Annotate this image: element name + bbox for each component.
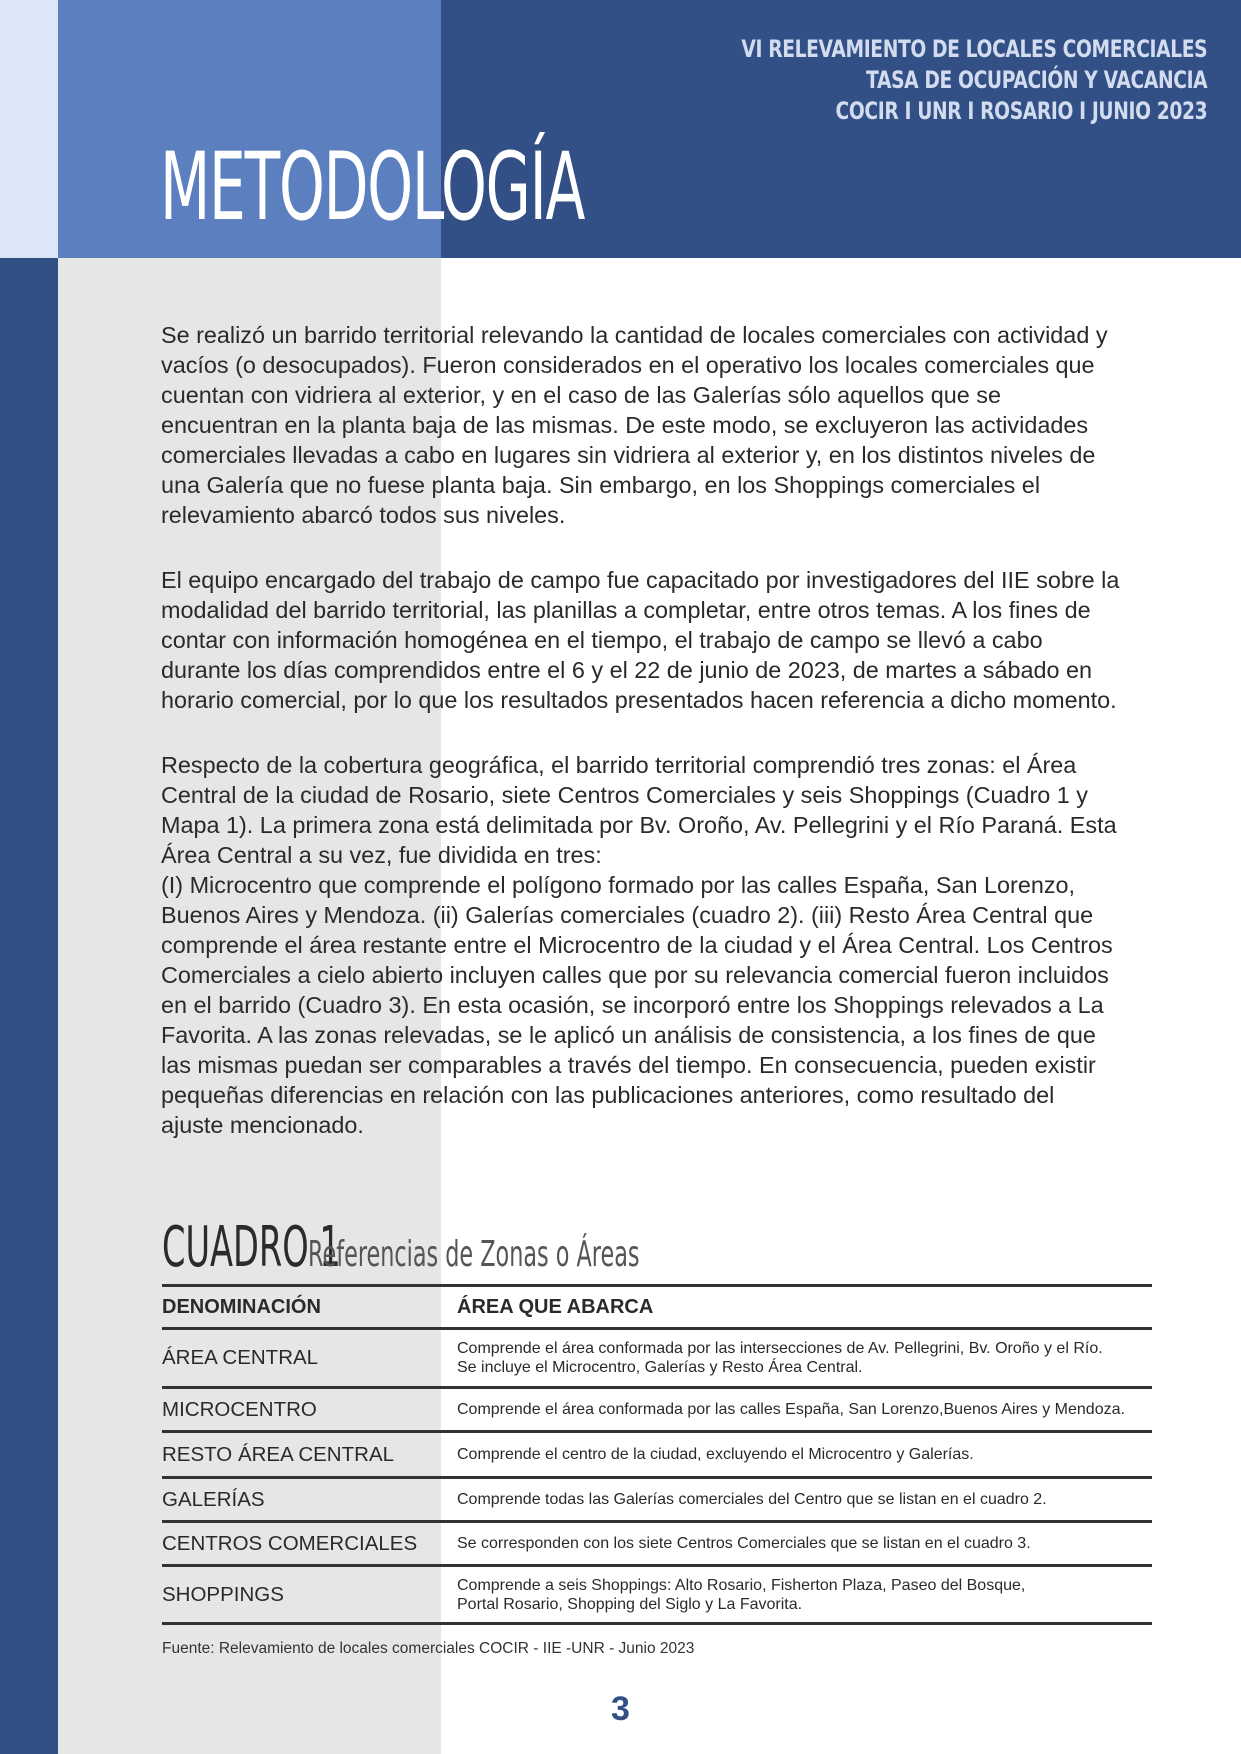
table-row bbox=[162, 1567, 1152, 1625]
row-description-line: Comprende el área conformada por las intersecciones de Av. Pellegrini, Bv. Oroño y el Río. bbox=[457, 1340, 1103, 1357]
row-name: MICROCENTRO bbox=[162, 1397, 317, 1421]
row-description-line: Comprende a seis Shoppings: Alto Rosario, Fisherton Plaza, Paseo del Bosque, bbox=[457, 1576, 1026, 1594]
row-description: Comprende el centro de la ciudad, excluyendo el Microcentro y Galerías. bbox=[457, 1446, 974, 1463]
row-description bbox=[457, 1576, 1152, 1614]
paragraph-2: El equipo encargado del trabajo de campo fue capacitado por investigadores del IIE sobre la modalidad del barrido territorial, las planillas a completar, entre otros temas. A los fines de contar con información homogénea en el tiempo, el trabajo de campo se llevó a cabo durante los días comprendidos entre el 6 y el 22 de junio de 2023, de martes a sábado en horario comercial, por lo que los resultados presentados hacen referencia a dicho momento. bbox=[161, 567, 1120, 713]
table-heading bbox=[162, 1215, 843, 1280]
report-header bbox=[741, 34, 1207, 127]
row-description-line: Portal Rosario, Shopping del Siglo y La Favorita. bbox=[457, 1595, 803, 1613]
page-title: METODOLOGÍA bbox=[160, 133, 585, 242]
header-line-1: VI RELEVAMIENTO DE LOCALES COMERCIALES bbox=[741, 35, 1207, 63]
body-text bbox=[161, 320, 1121, 1175]
row-name: GALERÍAS bbox=[162, 1487, 265, 1511]
table-number: CUADRO 1 bbox=[162, 1215, 341, 1280]
row-description: Comprende todas las Galerías comerciales del Centro que se listan en el cuadro 2. bbox=[457, 1491, 1047, 1508]
column-header-denominacion: DENOMINACIÓN bbox=[162, 1296, 321, 1318]
table-row bbox=[162, 1479, 1152, 1523]
paragraph-1: Se realizó un barrido territorial relevando la cantidad de locales comerciales con actividad y vacíos (o desocupados). Fueron considerados en el operativo los locales comerciales que cuentan con vidriera al exterior, y en el caso de las Galerías sólo aquellos que se encuentran en la planta baja de las mismas. De este modo, se excluyeron las actividades comerciales llevadas a cabo en lugares sin vidriera al exterior y, en los distintos niveles de una Galería que no fuese planta baja. Sin embargo, en los Shoppings comerciales el relevamiento abarcó todos sus niveles. bbox=[161, 322, 1108, 528]
header-pale-block bbox=[0, 0, 58, 258]
table-row bbox=[162, 1330, 1152, 1389]
row-description-line: Se incluye el Microcentro, Galerías y Resto Área Central. bbox=[457, 1359, 863, 1376]
row-name: CENTROS COMERCIALES bbox=[162, 1531, 418, 1555]
table-row bbox=[162, 1389, 1152, 1433]
row-name: ÁREA CENTRAL bbox=[162, 1346, 319, 1369]
left-side-bar bbox=[0, 258, 58, 1754]
column-header-area: ÁREA QUE ABARCA bbox=[457, 1296, 654, 1318]
paragraph-3: Respecto de la cobertura geográfica, el barrido territorial comprendió tres zonas: el Área Central de la ciudad de Rosario, siete Centros Comerciales y seis Shoppings (Cuadro 1 y Mapa 1). La primera zona está delimitada por Bv. Oroño, Av. Pellegrini y el Río Paraná. Esta Área Central a su vez, fue dividida en tres: bbox=[161, 752, 1117, 868]
table-header-row bbox=[162, 1284, 1152, 1330]
page-number: 3 bbox=[611, 1690, 630, 1728]
row-description bbox=[457, 1339, 1152, 1377]
row-name: RESTO ÁREA CENTRAL bbox=[162, 1442, 395, 1466]
header-line-3: COCIR I UNR I ROSARIO I JUNIO 2023 bbox=[835, 97, 1207, 125]
paragraph-3b: (I) Microcentro que comprende el polígono formado por las calles España, San Lorenzo, Buenos Aires y Mendoza. (ii) Galerías comerciales (cuadro 2). (iii) Resto Área Central que comprende el área restante entre el Microcentro de la ciudad y el Área Central. Los Centros Comerciales a cielo abierto incluyen calles que por su relevancia comercial fueron incluidos en el barrido (Cuadro 3). En esta ocasión, se incorporó entre los Shoppings relevados a La Favorita. A las zonas relevadas, se le aplicó un análisis de consistencia, a los fines de que las mismas puedan ser comparables a través del tiempo. En consecuencia, pueden existir pequeñas diferencias en relación con las publicaciones anteriores, como resultado del ajuste mencionado. bbox=[161, 872, 1113, 1138]
table-row bbox=[162, 1523, 1152, 1567]
table-title: Referencias de Zonas o Áreas bbox=[308, 1234, 640, 1275]
row-description: Se corresponden con los siete Centros Comerciales que se listan en el cuadro 3. bbox=[457, 1535, 1031, 1552]
row-name: SHOPPINGS bbox=[162, 1582, 284, 1606]
row-description: Comprende el área conformada por las calles España, San Lorenzo,Buenos Aires y Mendoza. bbox=[457, 1401, 1125, 1418]
source-note: Fuente: Relevamiento de locales comerciales COCIR - IIE -UNR - Junio 2023 bbox=[162, 1640, 695, 1657]
header-line-2: TASA DE OCUPACIÓN Y VACANCIA bbox=[865, 66, 1207, 94]
table-row bbox=[162, 1433, 1152, 1479]
reference-table bbox=[162, 1284, 1152, 1625]
